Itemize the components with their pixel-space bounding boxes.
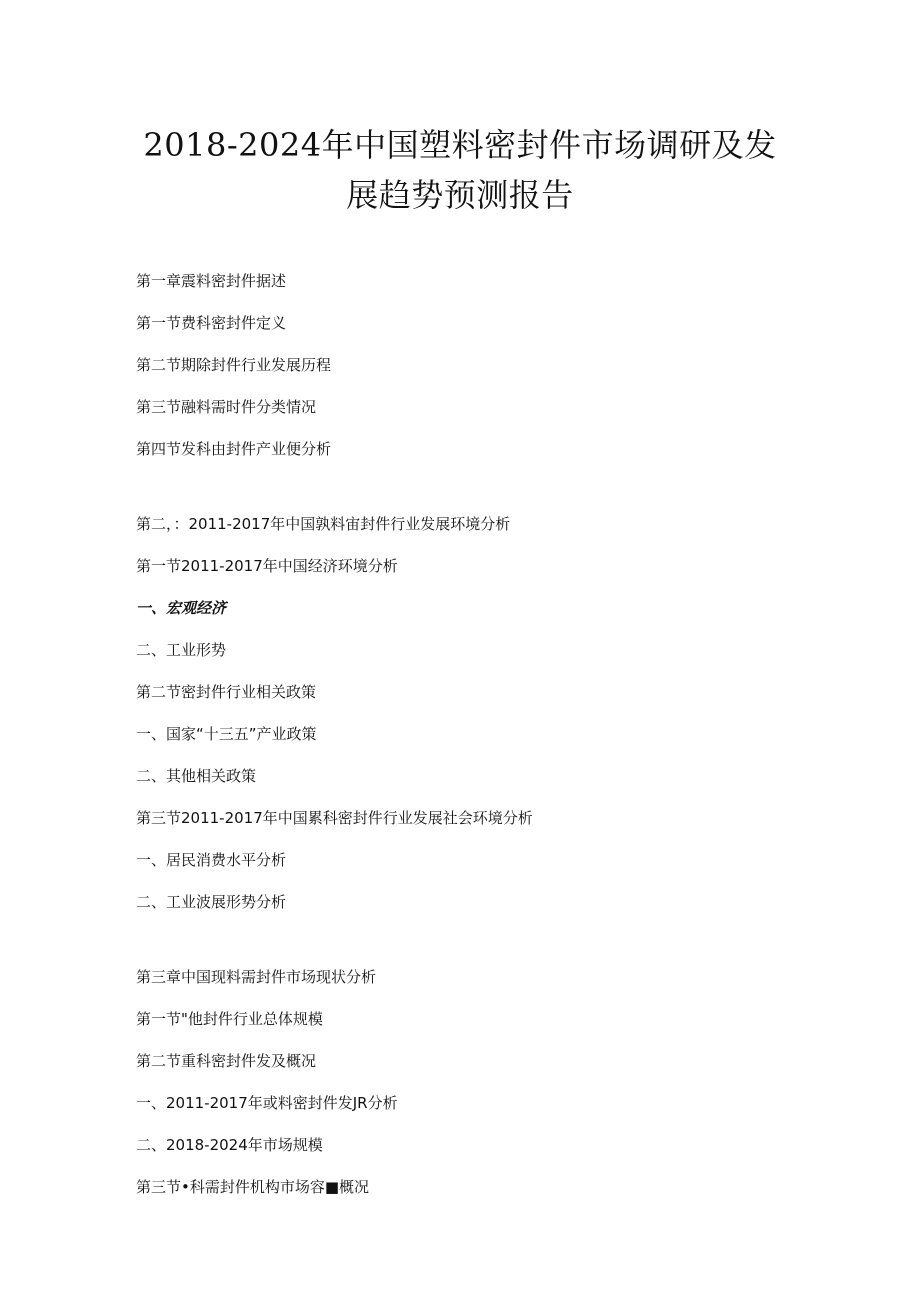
toc-item: 第二节密封件行业相关政策	[136, 683, 317, 701]
report-title-line-2: 展趋势预测报告	[346, 176, 574, 214]
toc-item: 二、其他相关政策	[136, 767, 257, 785]
toc-item: 第三节融料需时件分类情况	[136, 398, 317, 416]
toc-item: 二、工业形势	[136, 641, 227, 659]
toc-item: 第四节发科由封件产业便分析	[136, 440, 332, 458]
report-title	[100, 120, 820, 220]
toc-item: 一、国家“十三五”产业政策	[136, 725, 317, 743]
toc-item: 第三节2011-2017年中国累科密封件行业发展社会环境分析	[136, 809, 533, 827]
toc-chapter-1: 第一章震料密封件据述	[136, 272, 287, 290]
toc-item: 第二节重科密封件发及概况	[136, 1052, 317, 1070]
toc-item: 二、2018-2024年市场规模	[136, 1136, 323, 1154]
report-title-line-1: 2018-2024年中国塑料密封件市场调研及发	[143, 126, 777, 164]
toc-chapter-2: 第二，：2011-2017年中国孰料宙封件行业发展环境分析	[136, 515, 511, 533]
toc-item: 一、宏观经济	[136, 599, 227, 617]
toc-chapter-3: 第三章中国现料需封件市场现状分析	[136, 968, 377, 986]
toc-item: 一、2011-2017年或料密封件发JR分析	[136, 1094, 398, 1112]
toc-item: 第一节2011-2017年中国经济环境分析	[136, 557, 398, 575]
toc-item: 第一节费科密封件定义	[136, 314, 287, 332]
toc-item: 第一节"他封件行业总体规模	[136, 1010, 323, 1028]
toc-item: 一、居民消费水平分析	[136, 851, 287, 869]
toc-item: 第二节期除封件行业发展历程	[136, 356, 332, 374]
toc-item: 第三节•科需封件机构市场容■概况	[136, 1178, 370, 1196]
toc-item: 二、工业波展形势分析	[136, 893, 287, 911]
